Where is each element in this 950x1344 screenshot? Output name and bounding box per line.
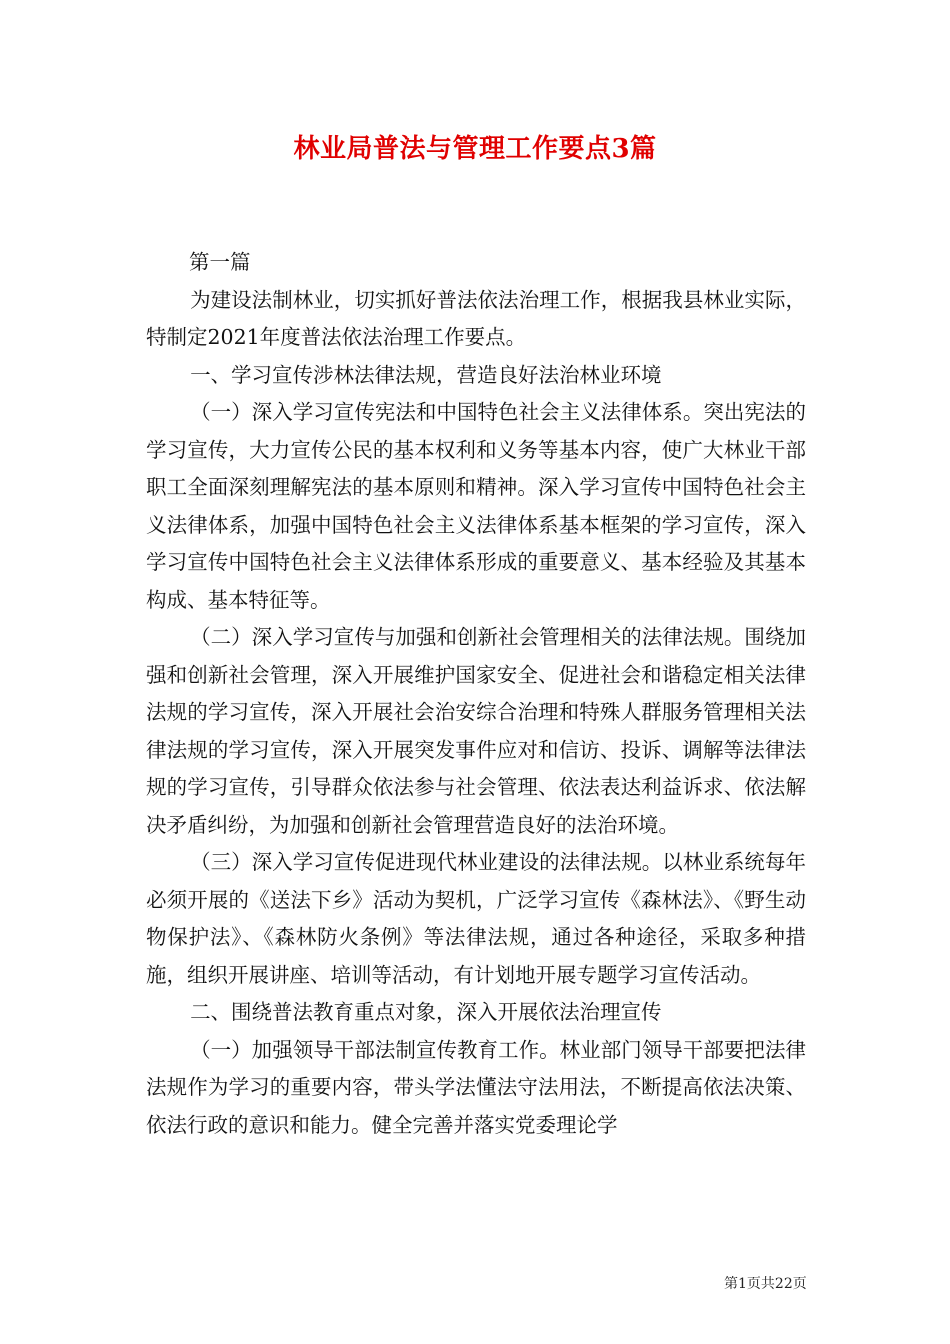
part-label: 第一篇 (189, 250, 251, 274)
paragraph-1-1: （一）深入学习宣传宪法和中国特色社会主义法律体系。突出宪法的学习宣传，大力宣传公民的基本权利和义务等基本内容，使广大林业干部职工全面深刻理解宪法的基本原则和精神。深入学习宣传中国特色社会主义法律体系，加强中国特色社会主义法律体系基本框架的学习宣传，深入学习宣传中国特色社会主义法律体系形成的重要意义、基本经验及其基本构成、基本特征等。 (146, 400, 806, 612)
paragraph-1-3: （三）深入学习宣传促进现代林业建设的法律法规。以林业系统每年必须开展的《送法下乡》活动为契机，广泛学习宣传《森林法》、《野生动物保护法》、《森林防火条例》等法律法规，通过各种途径，采取多种措施，组织开展讲座、培训等活动，有计划地开展专题学习宣传活动。 (146, 850, 806, 987)
document-body (146, 244, 806, 1144)
paragraph-1-2: （二）深入学习宣传与加强和创新社会管理相关的法律法规。围绕加强和创新社会管理，深入开展维护国家安全、促进社会和谐稳定相关法律法规的学习宣传，深入开展社会治安综合治理和特殊人群服务管理相关法律法规的学习宣传，深入开展突发事件应对和信访、投诉、调解等法律法规的学习宣传，引导群众依法参与社会管理、依法表达利益诉求、依法解决矛盾纠纷，为加强和创新社会管理营造良好的法治环境。 (146, 625, 806, 837)
paragraph-2-1: （一）加强领导干部法制宣传教育工作。林业部门领导干部要把法律法规作为学习的重要内容，带头学法懂法守法用法，不断提高依法决策、依法行政的意识和能力。健全完善并落实党委理论学 (146, 1037, 806, 1137)
document-title: 林业局普法与管理工作要点3篇 (293, 134, 657, 164)
section-heading-1: 一、学习宣传涉林法律法规，营造良好法治林业环境 (190, 362, 662, 387)
paragraph-intro: 为建设法制林业，切实抓好普法依法治理工作，根据我县林业实际，特制定2021年度普法依法治理工作要点。 (146, 287, 806, 349)
section-heading-2: 二、围绕普法教育重点对象，深入开展依法治理宣传 (190, 1000, 662, 1024)
page-number-footer: 第1页共22页 (724, 1276, 807, 1292)
